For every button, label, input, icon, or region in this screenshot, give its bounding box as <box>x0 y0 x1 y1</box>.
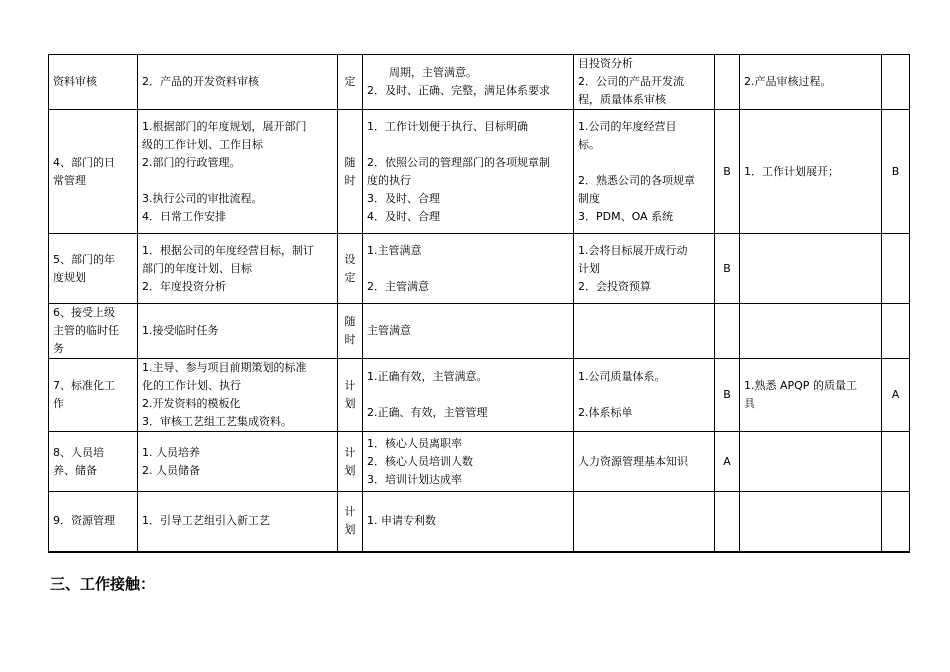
duty-content-cell <box>138 492 338 552</box>
skills-level-cell <box>882 432 910 492</box>
cell-text-line: 2.部门的行政管理。 <box>142 155 241 169</box>
table-row <box>49 234 910 304</box>
skills-level-cell <box>882 55 910 110</box>
standard-cell <box>363 55 574 110</box>
skills-level-cell <box>882 234 910 304</box>
duty-item-cell <box>49 55 138 110</box>
cell-text-line: 随 <box>344 315 356 328</box>
cell-text-line: 人力资源管理基本知识 <box>578 454 688 468</box>
standard-cell <box>363 432 574 492</box>
frequency-cell <box>338 359 363 432</box>
standard-cell <box>363 492 574 552</box>
duty-item-cell <box>49 432 138 492</box>
cell-text-line: 设 <box>344 252 356 266</box>
cell-text-line: 3．及时、合理 <box>367 191 440 205</box>
cell-text-line: 划 <box>344 397 356 410</box>
cell-text-line: 度规划 <box>53 270 86 284</box>
cell-text-line: 2．及时、正确、完整，满足体系要求 <box>367 84 550 97</box>
knowledge-level-cell <box>715 492 740 552</box>
skills-cell <box>740 234 882 304</box>
knowledge-cell <box>574 234 715 304</box>
frequency-cell <box>338 55 363 110</box>
cell-text-line: 划 <box>344 523 356 537</box>
cell-text-line: 计 <box>344 505 356 519</box>
frequency-cell <box>338 432 363 492</box>
knowledge-level-cell <box>715 304 740 359</box>
knowledge-cell <box>574 304 715 359</box>
cell-text-line: 4．及时、合理 <box>367 209 440 223</box>
cell-text-line: 制度 <box>578 191 600 205</box>
cell-text-line: 1.正确有效，主管满意。 <box>367 370 488 383</box>
cell-text-line: 1.主管满意 <box>367 243 422 257</box>
knowledge-cell <box>574 432 715 492</box>
knowledge-level-cell: A <box>715 432 740 492</box>
cell-text-line: 周期，主管满意。 <box>389 66 477 79</box>
cell-text-line: 2．依照公司的管理部门的各项规章制 <box>367 155 550 169</box>
cell-text-line: 化的工作计划、执行 <box>142 379 241 392</box>
skills-level-cell: B <box>882 110 910 234</box>
cell-text-line: 2．核心人员培训人数 <box>367 454 473 468</box>
cell-text-line: 计 <box>344 379 356 392</box>
cell-text-line: 2.产品审核过程。 <box>744 75 832 88</box>
table-row <box>49 492 910 552</box>
cell-text-line: 1．引导工艺组引入新工艺 <box>142 514 270 528</box>
skills-cell <box>740 432 882 492</box>
table-body <box>49 55 910 552</box>
frequency-cell <box>338 304 363 359</box>
cell-text-line: 目投资分析 <box>578 57 633 70</box>
cell-text-line: 4．日常工作安排 <box>142 209 226 223</box>
skills-cell <box>740 55 882 110</box>
frequency-cell <box>338 492 363 552</box>
duty-content-cell <box>138 110 338 234</box>
duty-content-cell <box>138 234 338 304</box>
cell-text-line: 定 <box>344 75 356 88</box>
standard-cell <box>363 110 574 234</box>
cell-text-line: 4、部门的日 <box>53 155 115 169</box>
cell-text-line: 1．根据公司的年度经营目标，制订 <box>142 243 314 257</box>
cell-text-line: 2.开发资料的模板化 <box>142 397 241 410</box>
cell-text-line: 2．主管满意 <box>367 279 429 293</box>
cell-text-line: 3.执行公司的审批流程。 <box>142 191 263 205</box>
section-heading: 三、工作接触： <box>50 575 156 593</box>
cell-text-line: 1．核心人员离职率 <box>367 436 462 450</box>
cell-text-line: 9．资源管理 <box>53 514 115 528</box>
cell-text-line: 1.公司质量体系。 <box>578 370 666 383</box>
skills-level-cell <box>882 492 910 552</box>
standard-cell <box>363 304 574 359</box>
cell-text-line: 1. 人员培养 <box>142 445 200 459</box>
duty-content-cell <box>138 359 338 432</box>
duty-content-cell <box>138 55 338 110</box>
duty-item-cell <box>49 110 138 234</box>
cell-text-line: 2.体系标单 <box>578 406 633 419</box>
cell-text-line: 1.熟悉 APQP 的质量工 <box>744 379 857 392</box>
cell-text-line: 划 <box>344 463 356 477</box>
cell-text-line: 2．年度投资分析 <box>142 279 226 293</box>
cell-text-line: 部门的年度计划、目标 <box>142 261 252 275</box>
knowledge-level-cell <box>715 55 740 110</box>
cell-text-line: 资料审核 <box>53 75 97 88</box>
skills-cell <box>740 304 882 359</box>
cell-text-line: 养、储备 <box>53 463 97 477</box>
standard-cell <box>363 359 574 432</box>
cell-text-line: 作 <box>53 397 64 410</box>
duty-content-cell <box>138 304 338 359</box>
table-row <box>49 110 910 234</box>
duty-item-cell <box>49 359 138 432</box>
cell-text-line: 2. 人员储备 <box>142 463 200 477</box>
table-row <box>49 432 910 492</box>
cell-text-line: 主管的临时任 <box>53 324 119 337</box>
duty-item-cell <box>49 304 138 359</box>
skills-level-cell: A <box>882 359 910 432</box>
frequency-cell <box>338 110 363 234</box>
cell-text-line: 3．审核工艺组工艺集成资料。 <box>142 415 292 428</box>
knowledge-cell <box>574 359 715 432</box>
cell-text-line: 1.公司的年度经营目 <box>578 119 677 133</box>
knowledge-cell <box>574 55 715 110</box>
knowledge-cell <box>574 492 715 552</box>
cell-text-line: 务 <box>53 342 64 355</box>
cell-text-line: 级的工作计划、工作目标 <box>142 137 263 151</box>
cell-text-line: 具 <box>744 397 755 410</box>
table-row <box>49 359 910 432</box>
cell-text-line: 1.根据部门的年度规划，展开部门 <box>142 119 307 133</box>
standard-cell <box>363 234 574 304</box>
cell-text-line: 1．工作计划展开； <box>744 164 839 178</box>
cell-text-line: 1. 申请专利数 <box>367 514 436 528</box>
cell-text-line: 时 <box>344 333 356 346</box>
duty-item-cell <box>49 234 138 304</box>
cell-text-line: 2．公司的产品开发流 <box>578 75 684 88</box>
skills-cell <box>740 492 882 552</box>
knowledge-level-cell: B <box>715 234 740 304</box>
cell-text-line: 1.主导、参与项目前期策划的标准 <box>142 361 307 374</box>
table-row <box>49 55 910 110</box>
cell-text-line: 定 <box>344 270 356 284</box>
cell-text-line: 1.接受临时任务 <box>142 324 219 337</box>
cell-text-line: 随 <box>344 155 356 169</box>
skills-level-cell <box>882 304 910 359</box>
skills-cell <box>740 110 882 234</box>
cell-text-line: 2．熟悉公司的各项规章 <box>578 173 695 187</box>
duty-content-cell <box>138 432 338 492</box>
duty-item-cell <box>49 492 138 552</box>
frequency-cell <box>338 234 363 304</box>
cell-text-line: 程，质量体系审核 <box>578 93 666 106</box>
cell-text-line: 2．产品的开发资料审核 <box>142 75 259 88</box>
cell-text-line: 2．会投资预算 <box>578 279 651 293</box>
cell-text-line: 主管满意 <box>367 324 411 337</box>
cell-text-line: 计划 <box>578 261 600 275</box>
skills-cell <box>740 359 882 432</box>
cell-text-line: 3．培训计划达成率 <box>367 472 462 486</box>
cell-text-line: 标。 <box>578 137 600 151</box>
knowledge-level-cell: B <box>715 359 740 432</box>
cell-text-line: 计 <box>344 445 356 459</box>
cell-text-line: 5、部门的年 <box>53 252 115 266</box>
cell-text-line: 度的执行 <box>367 173 411 187</box>
cell-text-line: 7、标准化工 <box>53 379 115 392</box>
job-duties-table <box>48 54 910 553</box>
knowledge-cell <box>574 110 715 234</box>
cell-text-line: 2.正确、有效，主管管理 <box>367 406 488 419</box>
table-row <box>49 304 910 359</box>
cell-text-line: 常管理 <box>53 173 86 187</box>
cell-text-line: 1.会将目标展开成行动 <box>578 243 688 257</box>
cell-text-line: 1．工作计划便于执行、目标明确 <box>367 119 528 133</box>
cell-text-line: 6、接受上级 <box>53 306 115 319</box>
cell-text-line: 时 <box>344 173 356 187</box>
knowledge-level-cell: B <box>715 110 740 234</box>
cell-text-line: 3．PDM、OA 系统 <box>578 209 674 223</box>
cell-text-line: 8、人员培 <box>53 445 104 459</box>
